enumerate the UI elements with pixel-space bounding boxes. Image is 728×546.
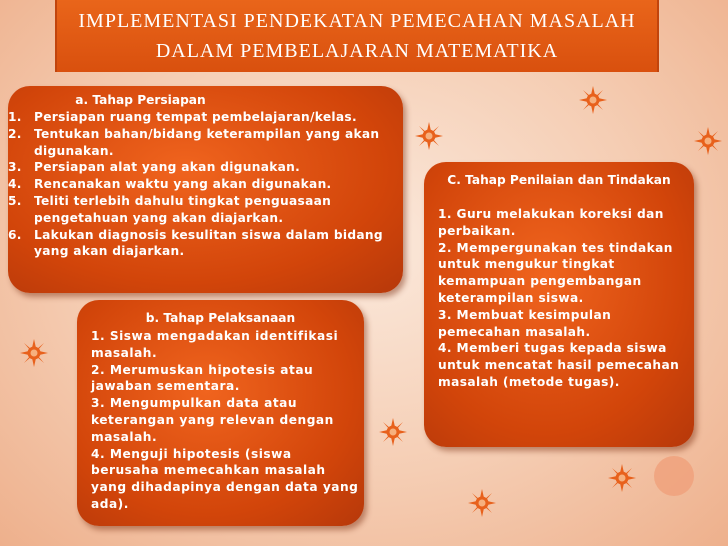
list-item [8, 176, 394, 193]
list-item [8, 109, 394, 126]
item-text: Persiapan ruang tempat pembelajaran/kelas. [34, 110, 357, 124]
section-b-list [91, 328, 361, 513]
flower-decoration-icon [694, 127, 722, 155]
flower-decoration-icon [468, 489, 496, 517]
list-item: 2. Mempergunakan tes tindakan untuk mengukur tingkat kemampuan pengembangan keterampilan siswa. [438, 240, 673, 305]
slide-title-line2: DALAM PEMBELAJARAN MATEMATIKA [155, 40, 559, 62]
title-bar [55, 0, 659, 72]
flower-decoration-icon [415, 122, 443, 150]
item-number: 5. [8, 193, 22, 208]
section-c-box [424, 162, 694, 447]
list-item: 1. Guru melakukan koreksi dan perbaikan. [438, 207, 664, 238]
item-number: 3. [8, 160, 22, 175]
list-item: 1. Siswa mengadakan identifikasi masalah. [91, 329, 339, 360]
item-text: Tentukan bahan/bidang keterampilan yang akan digunakan. [34, 126, 380, 158]
item-number: 6. [8, 227, 22, 242]
slide-title-line1: IMPLEMENTASI PENDEKATAN PEMECAHAN MASALAH [78, 10, 636, 32]
section-a-heading: a. Tahap Persiapan [75, 93, 206, 107]
item-text: Teliti terlebih dahulu tingkat penguasaan pengetahuan yang akan diajarkan. [34, 193, 332, 225]
list-item [8, 193, 394, 227]
section-c-heading: C. Tahap Penilaian dan Tindakan [447, 173, 671, 187]
item-text: Lakukan diagnosis kesulitan siswa dalam bidang yang akan diajarkan. [34, 227, 383, 259]
section-a-box [8, 86, 403, 293]
list-item [8, 159, 394, 176]
flower-decoration-icon [608, 464, 636, 492]
list-item: 2. Merumuskan hipotesis atau jawaban sementara. [91, 362, 314, 394]
section-a-list [8, 109, 394, 260]
list-item [8, 126, 394, 160]
flower-decoration-icon [20, 339, 48, 367]
item-text: Rencanakan waktu yang akan digunakan. [34, 177, 332, 192]
item-number: 2. [8, 126, 22, 141]
decorative-circle [654, 456, 694, 496]
list-item: 3. Mengumpulkan data atau keterangan yang relevan dengan masalah. [91, 396, 334, 444]
item-number: 4. [8, 177, 22, 192]
item-number: 1. [8, 110, 22, 124]
item-text: Persiapan alat yang akan digunakan. [34, 160, 301, 175]
section-c-list [438, 206, 693, 391]
list-item: 4. Memberi tugas kepada siswa untuk mencatat hasil pemecahan masalah (metode tugas). [438, 341, 680, 389]
section-b-heading: b. Tahap Pelaksanaan [145, 311, 296, 325]
flower-decoration-icon [579, 86, 607, 114]
flower-decoration-icon [379, 418, 407, 446]
list-item [8, 227, 394, 261]
list-item: 3. Membuat kesimpulan pemecahan masalah. [438, 307, 612, 339]
list-item: 4. Menguji hipotesis (siswa berusaha memecahkan masalah yang dihadapinya dengan data yang ada). [91, 446, 359, 511]
section-b-box [77, 300, 364, 526]
